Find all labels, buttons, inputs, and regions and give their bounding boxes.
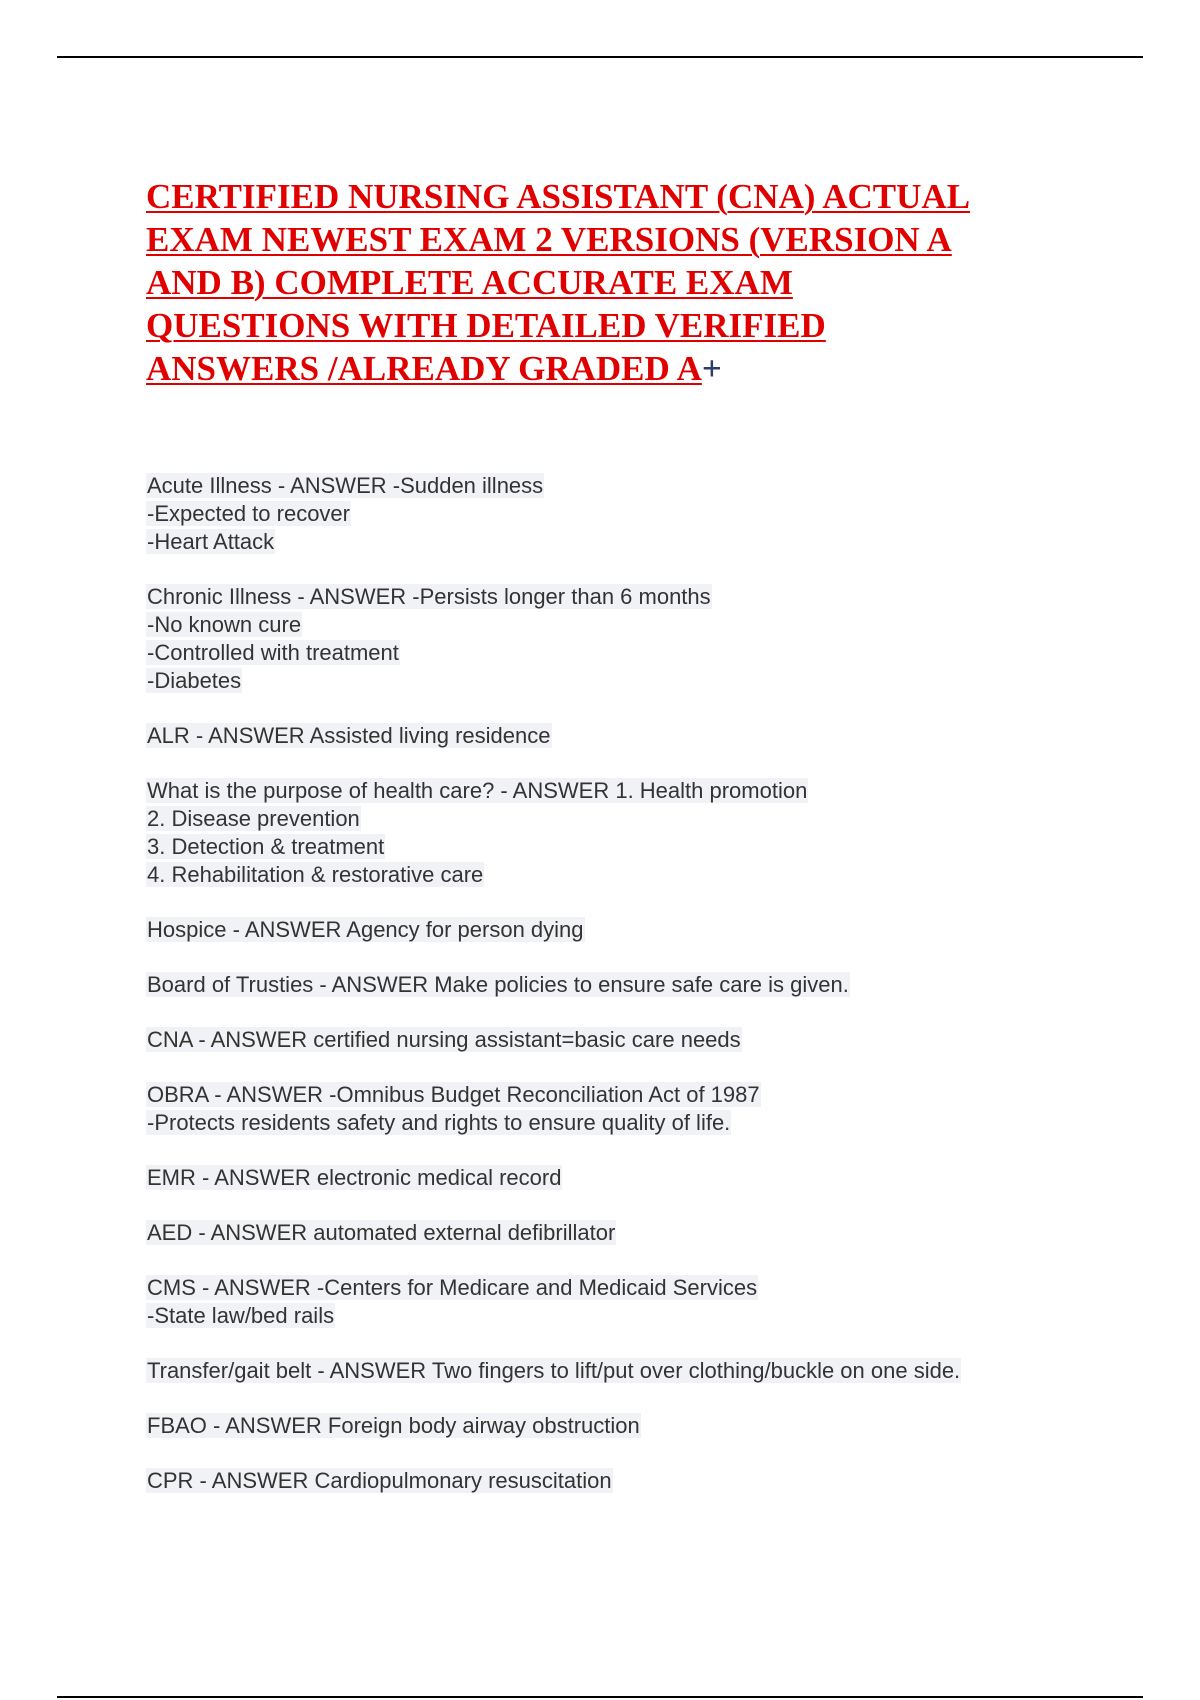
qa-item xyxy=(146,1219,1106,1247)
qa-item xyxy=(146,722,1106,750)
header-rule xyxy=(57,56,1143,58)
title-line: AND B) COMPLETE ACCURATE EXAM xyxy=(146,263,793,302)
qa-term-line: CNA - ANSWER certified nursing assistant=basic care needs xyxy=(147,1027,741,1052)
title-line: CERTIFIED NURSING ASSISTANT (CNA) ACTUAL xyxy=(146,177,971,216)
qa-term-line: FBAO - ANSWER Foreign body airway obstruction xyxy=(147,1413,640,1438)
qa-term-line: Chronic Illness - ANSWER -Persists longer than 6 months xyxy=(147,584,711,609)
title-line: QUESTIONS WITH DETAILED VERIFIED xyxy=(146,306,826,345)
qa-item xyxy=(146,1274,1106,1330)
qa-term-line: ALR - ANSWER Assisted living residence xyxy=(147,723,551,748)
footer-rule xyxy=(57,1696,1143,1698)
qa-answer-line: -Expected to recover xyxy=(147,501,350,526)
qa-term-line: What is the purpose of health care? - ANSWER 1. Health promotion xyxy=(147,778,808,803)
qa-item xyxy=(146,1081,1106,1137)
qa-term-line: CMS - ANSWER -Centers for Medicare and Medicaid Services xyxy=(147,1275,758,1300)
title-line: EXAM NEWEST EXAM 2 VERSIONS (VERSION A xyxy=(146,220,952,259)
qa-answer-line: -No known cure xyxy=(147,612,302,637)
qa-term-line: EMR - ANSWER electronic medical record xyxy=(147,1165,562,1190)
qa-item xyxy=(146,916,1106,944)
qa-answer-line: -Controlled with treatment xyxy=(147,640,399,665)
qa-item xyxy=(146,1026,1106,1054)
qa-term-line: Hospice - ANSWER Agency for person dying xyxy=(147,917,584,942)
qa-answer-line: 2. Disease prevention xyxy=(147,806,360,831)
qa-item xyxy=(146,583,1106,695)
qa-list xyxy=(146,472,1106,1522)
qa-answer-line: -Heart Attack xyxy=(147,529,275,554)
qa-item xyxy=(146,472,1106,556)
title-suffix: + xyxy=(701,349,722,388)
qa-answer-line: -State law/bed rails xyxy=(147,1303,335,1328)
qa-answer-line: -Protects residents safety and rights to ensure quality of life. xyxy=(147,1110,731,1135)
qa-answer-line: -Diabetes xyxy=(147,668,242,693)
qa-term-line: OBRA - ANSWER -Omnibus Budget Reconciliation Act of 1987 xyxy=(147,1082,760,1107)
qa-term-line: Acute Illness - ANSWER -Sudden illness xyxy=(147,473,544,498)
title-line: ANSWERS /ALREADY GRADED A+ xyxy=(146,349,722,388)
qa-item xyxy=(146,1164,1106,1192)
document-title xyxy=(146,175,1046,390)
qa-term-line: AED - ANSWER automated external defibrillator xyxy=(147,1220,616,1245)
qa-item xyxy=(146,1412,1106,1440)
qa-item xyxy=(146,777,1106,889)
qa-answer-line: 4. Rehabilitation & restorative care xyxy=(147,862,484,887)
qa-term-line: CPR - ANSWER Cardiopulmonary resuscitation xyxy=(147,1468,612,1493)
qa-term-line: Transfer/gait belt - ANSWER Two fingers to lift/put over clothing/buckle on one side. xyxy=(147,1358,961,1383)
qa-item xyxy=(146,971,1106,999)
qa-item xyxy=(146,1467,1106,1495)
qa-answer-line: 3. Detection & treatment xyxy=(147,834,385,859)
qa-item xyxy=(146,1357,1106,1385)
qa-term-line: Board of Trusties - ANSWER Make policies to ensure safe care is given. xyxy=(147,972,849,997)
